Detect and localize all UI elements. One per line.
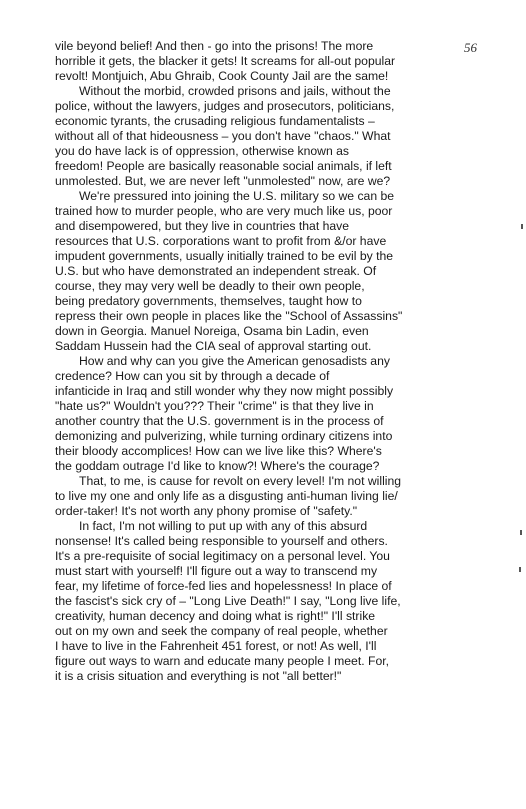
text-line: course, they may very well be deadly to their own people,: [55, 279, 365, 293]
text-line: demonizing and pulverizing, while turning ordinary citizens into: [55, 429, 393, 443]
text-line: creativity, human decency and doing what is right!" I'll strike: [55, 609, 376, 623]
text-line: economic tyrants, the crusading religious fundamentalists –: [55, 114, 375, 128]
text-line: I have to live in the Fahrenheit 451 forest, or not! As well, I'll: [55, 639, 377, 653]
text-line: How and why can you give the American genosadists any: [79, 354, 390, 368]
text-line: the fascist's sick cry of – "Long Live Death!" I say, "Long live life,: [55, 594, 401, 608]
text-line: In fact, I'm not willing to put up with any of this absurd: [79, 519, 368, 533]
text-line: out on my own and seek the company of real people, whether: [55, 624, 388, 638]
text-line: trained how to murder people, who are very much like us, poor: [55, 204, 393, 218]
text-line: impudent governments, usually initially trained to be evil by the: [55, 249, 394, 263]
text-line: repress their own people in places like the "School of Assassins": [55, 309, 403, 323]
text-line: their bloody accomplices! How can we live like this? Where's: [55, 444, 382, 458]
text-line: Without the morbid, crowded prisons and jails, without the: [79, 84, 391, 98]
text-line: you do have lack is of oppression, otherwise known as: [55, 144, 350, 158]
text-line: That, to me, is cause for revolt on every level! I'm not willing: [79, 474, 402, 488]
text-line: revolt! Montjuich, Abu Ghraib, Cook County Jail are the same!: [55, 69, 389, 83]
text-line: freedom! People are basically reasonable social animals, if left: [55, 159, 392, 173]
text-line: It's a pre-requisite of social legitimacy on a personal level. You: [55, 549, 390, 563]
text-line: credence? How can you sit by through a decade of: [55, 369, 330, 383]
text-line: "hate us?" Wouldn't you??? Their "crime" is that they live in: [55, 399, 374, 413]
text-line: fear, my lifetime of force-fed lies and hopelessness! In place of: [55, 579, 392, 593]
scan-mark: [521, 224, 523, 229]
text-line: horrible it gets, the blacker it gets! It screams for all-out popular: [55, 54, 396, 68]
text-line: We're pressured into joining the U.S. military so we can be: [79, 189, 395, 203]
text-line: without all of that hideousness – you don't have "chaos." What: [55, 129, 391, 143]
text-line: to live my one and only life as a disgusting anti-human living lie/: [55, 489, 398, 503]
text-line: resources that U.S. corporations want to profit from &/or have: [55, 234, 387, 248]
text-line: vile beyond belief! And then - go into the prisons! The more: [55, 39, 374, 53]
text-line: figure out ways to warn and educate many people I meet. For,: [55, 654, 389, 668]
text-line: the goddam outrage I'd like to know?! Where's the courage?: [55, 459, 380, 473]
text-line: Saddam Hussein had the CIA seal of approval starting out.: [55, 339, 372, 353]
text-line: must start with yourself! I'll figure out a way to transcend my: [55, 564, 378, 578]
text-line: down in Georgia. Manuel Noreiga, Osama bin Ladin, even: [55, 324, 369, 338]
text-line: it is a crisis situation and everything is not "all better!": [55, 669, 342, 683]
text-line: unmolested. But, we are never left "unmolested" now, are we?: [55, 174, 391, 188]
scan-mark: [519, 567, 521, 572]
text-line: another country that the U.S. government is in the process of: [55, 414, 384, 428]
text-line: nonsense! It's called being responsible to yourself and others.: [55, 534, 388, 548]
text-line: police, without the lawyers, judges and prosecutors, politicians,: [55, 99, 395, 113]
text-line: U.S. but who have demonstrated an independent streak. Of: [55, 264, 377, 278]
text-line: being predatory governments, themselves, taught how to: [55, 294, 362, 308]
text-line: infanticide in Iraq and still wonder why they now might possibly: [55, 384, 394, 398]
body-text: [55, 39, 483, 684]
text-line: order-taker! It's not worth any phony promise of "safety.": [55, 504, 358, 518]
page-number: 56: [464, 40, 477, 55]
scan-mark: [520, 530, 522, 535]
text-line: and disempowered, but they live in countries that have: [55, 219, 350, 233]
